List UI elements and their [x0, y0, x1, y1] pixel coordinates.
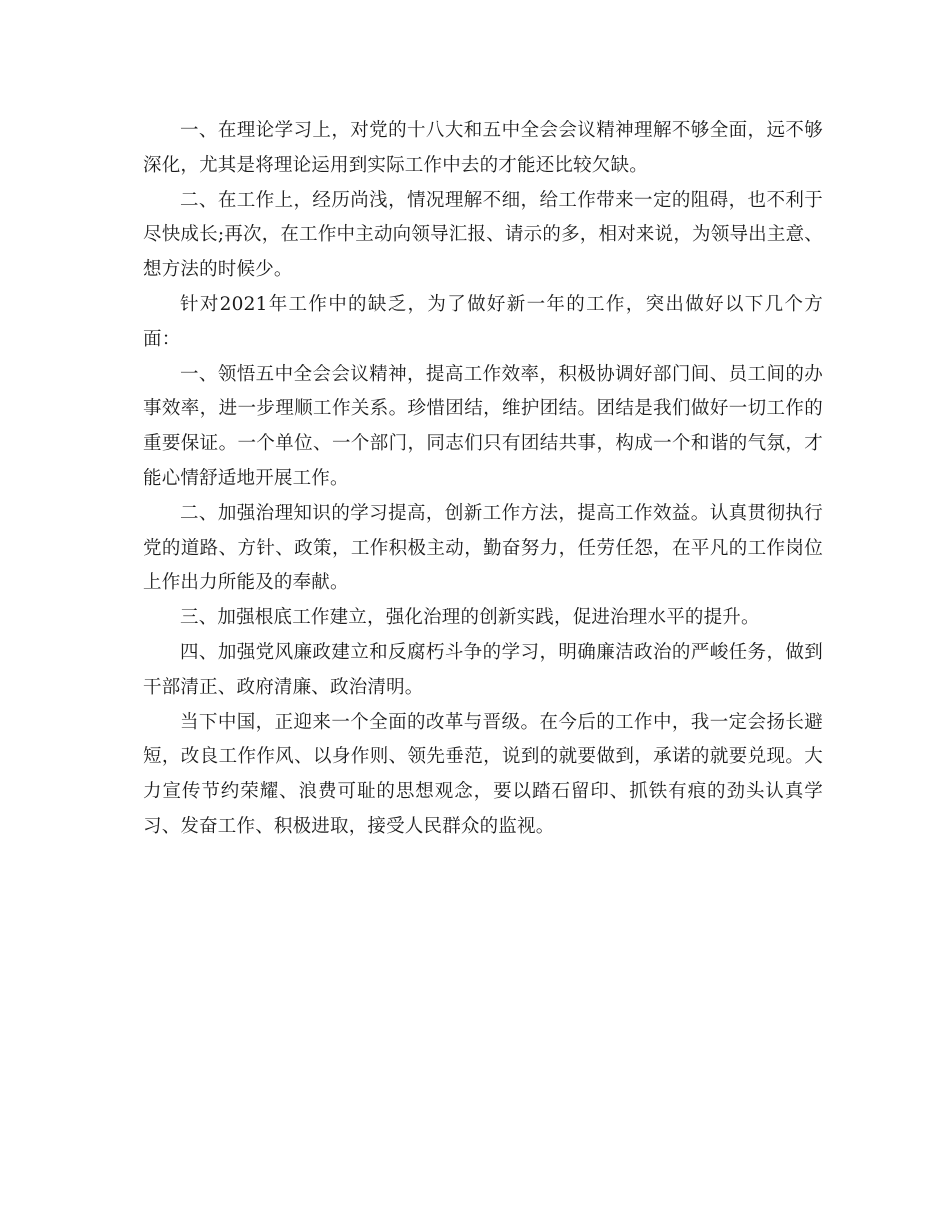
- paragraph-plan-intro: 针对2021年工作中的缺乏，为了做好新一年的工作，突出做好以下几个方面：: [143, 293, 823, 350]
- document-body: [143, 114, 823, 845]
- paragraph-conclusion: 当下中国，正迎来一个全面的改革与晋级。在今后的工作中，我一定会扬长避短，改良工作作风、以身作则、领先垂范，说到的就要做到，承诺的就要兑现。大力宣传节约荣耀、浪费可耻的思想观念，要以踏石留印、抓铁有痕的劲头认真学习、发奋工作、积极进取，接受人民群众的监视。: [143, 711, 823, 837]
- paragraph-theory-study: 一、在理论学习上，对党的十八大和五中全会会议精神理解不够全面，远不够深化，尤其是将理论运用到实际工作中去的才能还比较欠缺。: [143, 120, 823, 176]
- paragraph-plan-item-3: 三、加强根底工作建立，强化治理的创新实践，促进治理水平的提升。: [180, 607, 760, 629]
- paragraph-plan-item-1: 一、领悟五中全会会议精神，提高工作效率，积极协调好部门间、员工间的办事效率，进一步理顺工作关系。珍惜团结，维护团结。团结是我们做好一切工作的重要保证。一个单位、一个部门，同志们只有团结共事，构成一个和谐的气氛，才能心情舒适地开展工作。: [143, 363, 823, 489]
- paragraph-plan-item-2: 二、加强治理知识的学习提高，创新工作方法，提高工作效益。认真贯彻执行党的道路、方针、政策，工作积极主动，勤奋努力，任劳任怨，在平凡的工作岗位上作出力所能及的奉献。: [143, 502, 823, 594]
- paragraph-plan-item-4: 四、加强党风廉政建立和反腐朽斗争的学习，明确廉洁政治的严峻任务，做到干部清正、政府清廉、政治清明。: [143, 641, 823, 698]
- paragraph-work-experience: 二、在工作上，经历尚浅，情况理解不细，给工作带来一定的阻碍，也不利于尽快成长;再次，在工作中主动向领导汇报、请示的多，相对来说，为领导出主意、想方法的时候少。: [143, 189, 823, 281]
